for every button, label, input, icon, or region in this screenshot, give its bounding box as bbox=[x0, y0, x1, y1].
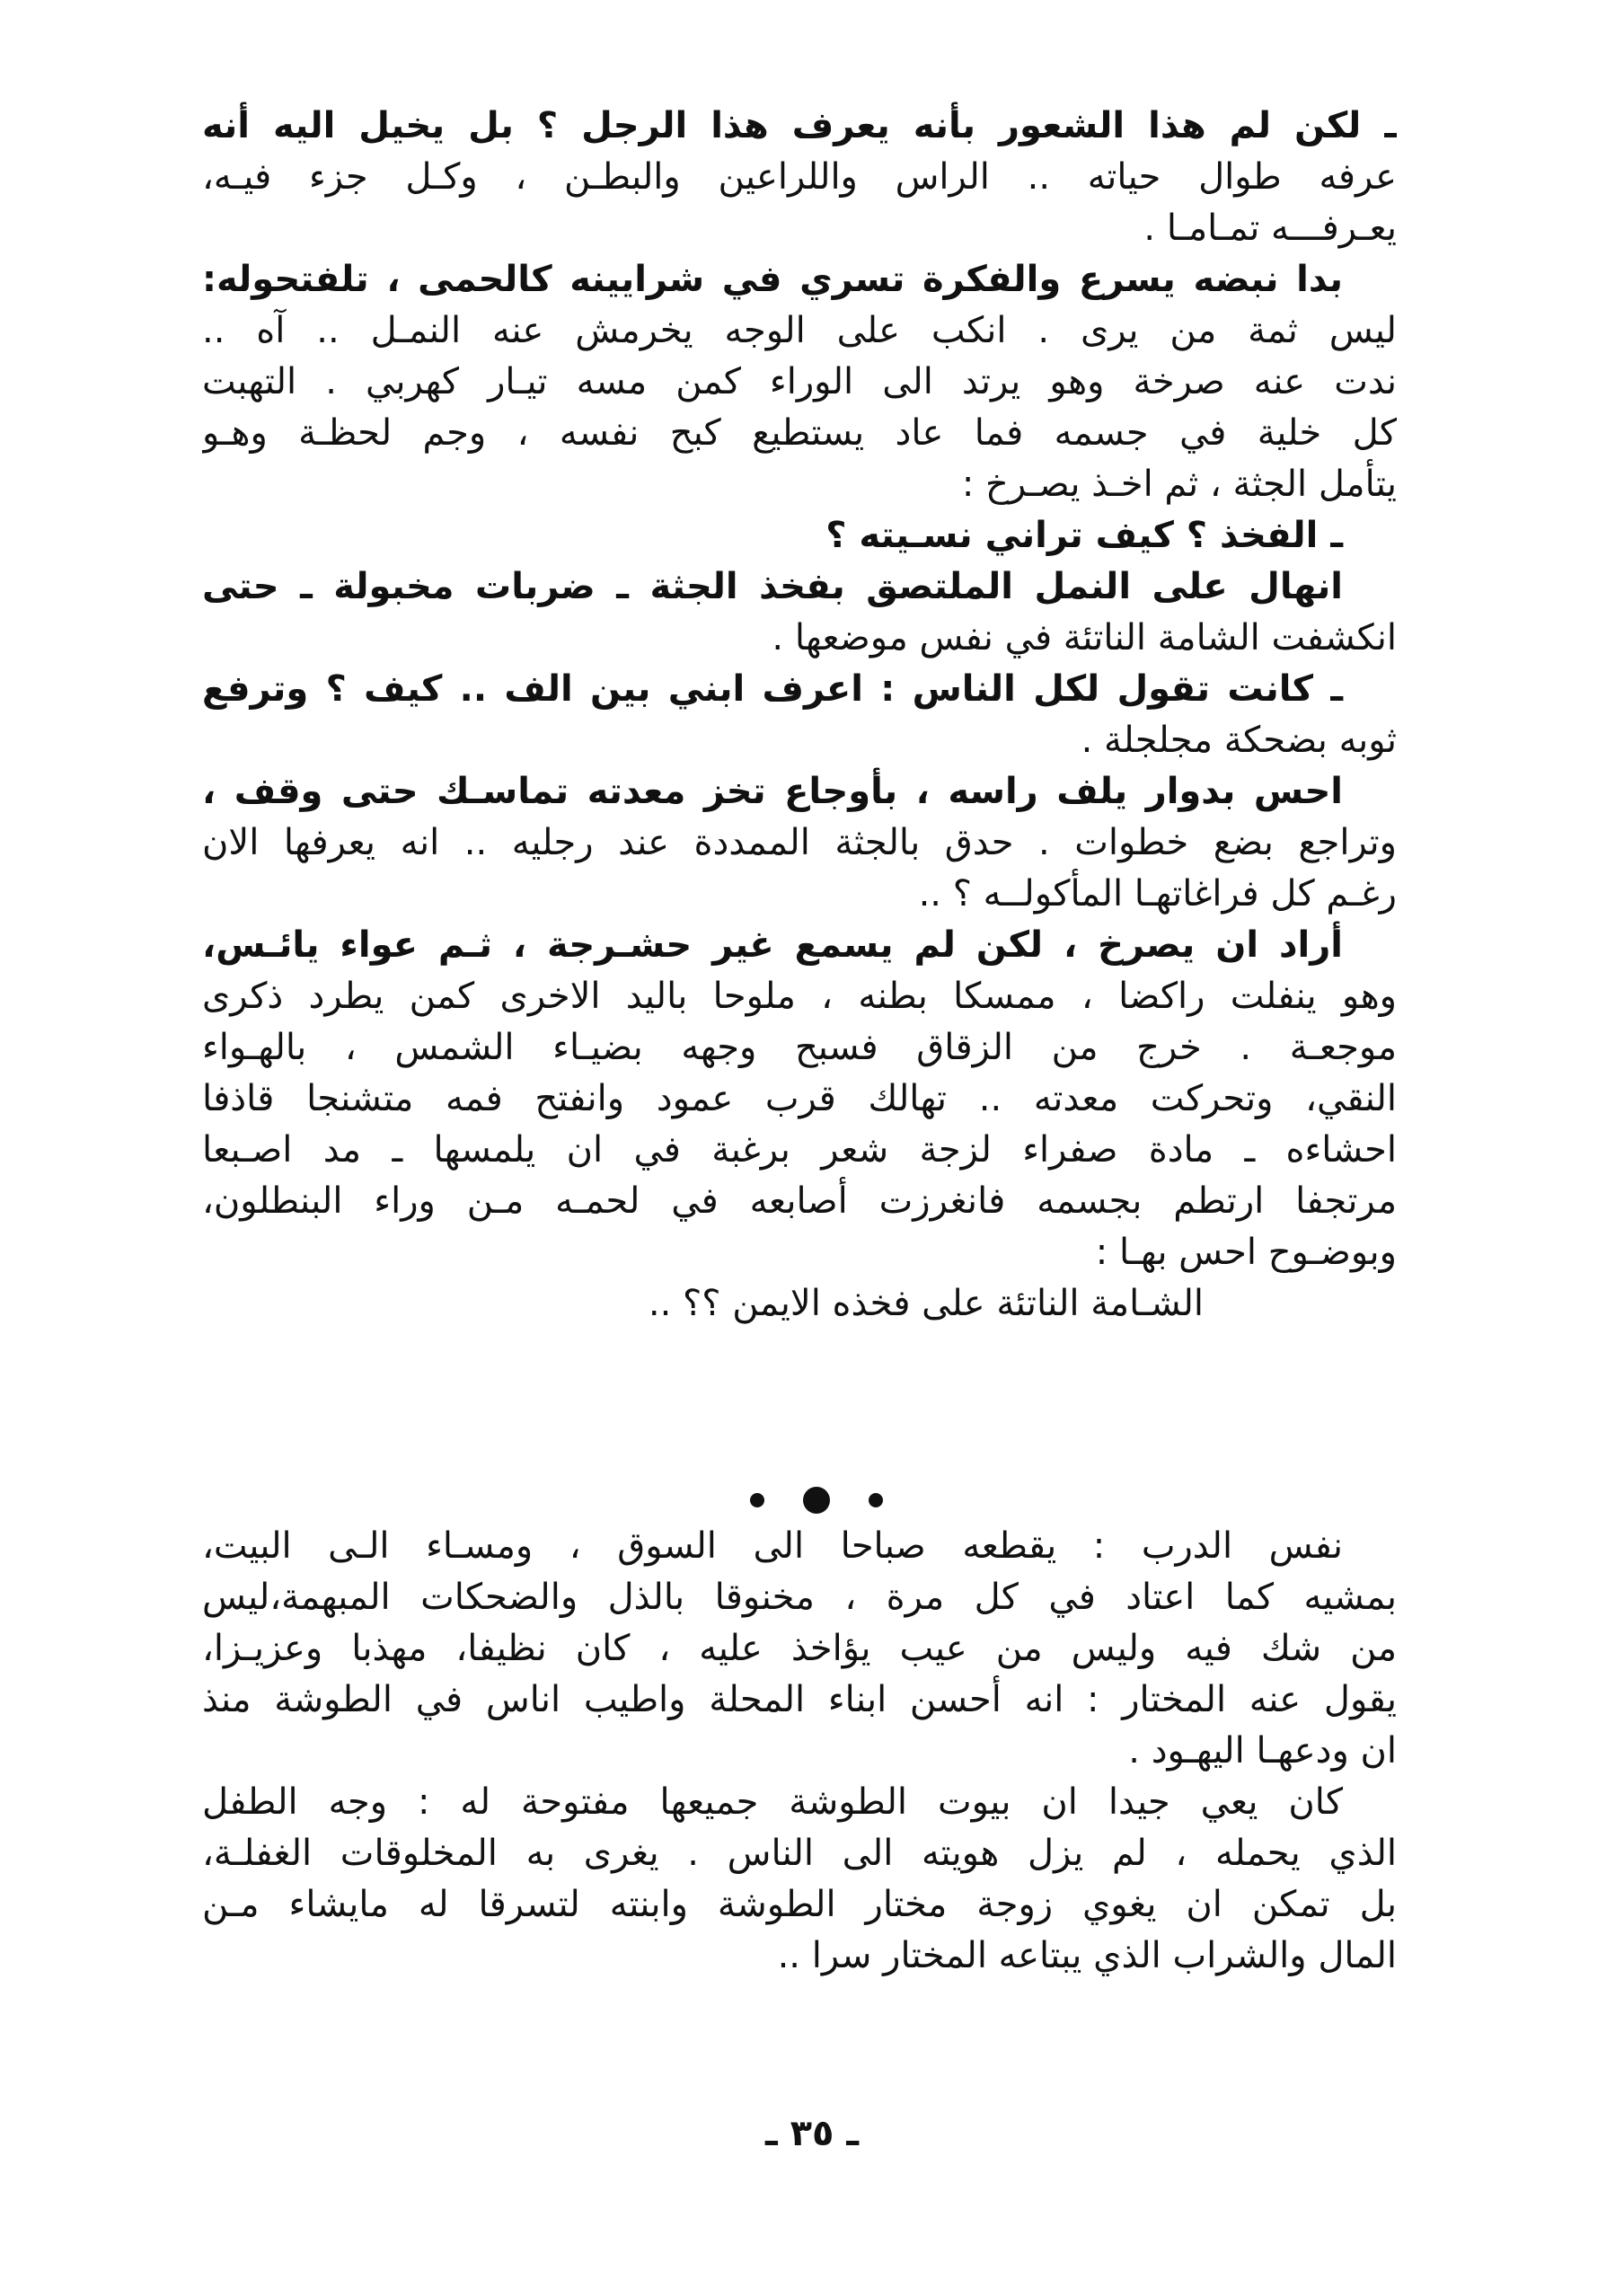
text-line: الذي يحمله ، لم يزل هويته الى الناس . يغرى به المخلوقات الغفلـة، bbox=[202, 1833, 1397, 1874]
text-line: المال والشراب الذي يبتاعه المختار سرا .. bbox=[777, 1935, 1397, 1976]
text-line: عرفه طوال حياته .. الراس واللراعين والبطـن ، وكـل جزء فيـه، bbox=[202, 156, 1397, 198]
text-line: ـ كانت تقول لكل الناس : اعرف ابني بين الف .. كيف ؟ وترفع bbox=[202, 668, 1343, 710]
text-line: انكشفت الشامة الناتئة في نفس موضعها . bbox=[772, 617, 1397, 658]
text-line: بمشيه كما اعتاد في كل مرة ، مخنوقا بالذل والضحكات المبهمة،ليس bbox=[202, 1577, 1397, 1618]
text-line: ـ الفخذ ؟ كيف تراني نسـيته ؟ bbox=[825, 515, 1343, 556]
text-line: من شك فيه وليس من عيب يؤاخذ عليه ، كان نظيفا، مهذبا وعزيـزا، bbox=[202, 1628, 1397, 1669]
text-line: ـ لكن لم هذا الشعور بأنه يعرف هذا الرجل ؟ بل يخيل اليه أنه bbox=[202, 105, 1397, 146]
text-line: موجعـة . خرج من الزقاق فسبح وجهه بضيـاء الشمس ، بالهـواء bbox=[202, 1027, 1397, 1068]
separator-dot bbox=[869, 1493, 883, 1507]
separator-dot bbox=[803, 1487, 830, 1514]
text-line: احشاءه ـ مادة صفراء لزجة شعر برغبة في ان يلمسها ـ مد اصـبعا bbox=[202, 1129, 1397, 1171]
text-section-bottom bbox=[202, 1521, 1397, 1982]
text-line: كان يعي جيدا ان بيوت الطوشة جميعها مفتوحة له : وجه الطفل bbox=[202, 1781, 1343, 1823]
text-line: نفس الدرب : يقطعه صباحا الى السوق ، ومسـاء الـى البيت، bbox=[202, 1525, 1343, 1567]
text-line: وهو ينفلت راكضا ، ممسكا بطنه ، ملوحا باليد الاخرى كمن يطرد ذكرى bbox=[202, 976, 1397, 1017]
section-separator bbox=[0, 1482, 1624, 1518]
page-number: ـ ٣٥ ـ bbox=[764, 2113, 860, 2154]
text-line: ثوبه بضحكة مجلجلة . bbox=[1081, 720, 1397, 761]
text-section-top bbox=[202, 101, 1397, 1330]
text-line: بل تمكن ان يغوي زوجة مختار الطوشة وابنته لتسرقا له مايشاء مـن bbox=[202, 1884, 1397, 1925]
separator-dot bbox=[750, 1493, 764, 1507]
text-line: ندت عنه صرخة وهو يرتد الى الوراء كمن مسه تيـار كهربي . التهبت bbox=[202, 361, 1397, 402]
text-line: النقي، وتحركت معدته .. تهالك قرب عمود وانفتح فمه متشنجا قاذفا bbox=[202, 1078, 1397, 1119]
text-line: الشـامة الناتئة على فخذه الايمن ؟؟ .. bbox=[648, 1283, 1204, 1324]
text-line: وتراجع بضع خطوات . حدق بالجثة الممددة عند رجليه .. انه يعرفها الان bbox=[202, 822, 1397, 863]
text-line: كل خلية في جسمه فما عاد يستطيع كبح نفسه ، وجم لحظـة وهـو bbox=[202, 412, 1397, 454]
text-line: ليس ثمة من يرى . انكب على الوجه يخرمش عنه النمـل .. آه .. bbox=[202, 310, 1397, 351]
text-line: يقول عنه المختار : انه أحسن ابناء المحلة واطيب اناس في الطوشة منذ bbox=[202, 1679, 1397, 1720]
text-line: بدا نبضه يسرع والفكرة تسري في شرايينه كالحمى ، تلفتحوله: bbox=[202, 259, 1343, 300]
text-line: يتأمل الجثة ، ثم اخـذ يصـرخ : bbox=[961, 464, 1397, 505]
text-line: ان ودعهـا اليهـود . bbox=[1128, 1730, 1397, 1772]
text-line: احس بدوار يلف راسه ، بأوجاع تخز معدته تماسـك حتى وقف ، bbox=[202, 771, 1343, 812]
text-line: مرتجفا ارتطم بجسمه فانغرزت أصابعه في لحمـه مـن وراء البنطلون، bbox=[202, 1180, 1397, 1222]
text-line: أراد ان يصرخ ، لكن لم يسمع غير حشـرجة ، ثـم عواء يائـس، bbox=[202, 924, 1343, 966]
text-line: يعـرفـــه تمـامـا . bbox=[1143, 208, 1397, 249]
text-line: وبوضـوح احس بهـا : bbox=[1095, 1232, 1397, 1273]
text-line: انهال على النمل الملتصق بفخذ الجثة ـ ضربات مخبولة ـ حتى bbox=[202, 566, 1343, 607]
text-line: رغـم كل فراغاتهـا المأكولــه ؟ .. bbox=[918, 873, 1397, 915]
